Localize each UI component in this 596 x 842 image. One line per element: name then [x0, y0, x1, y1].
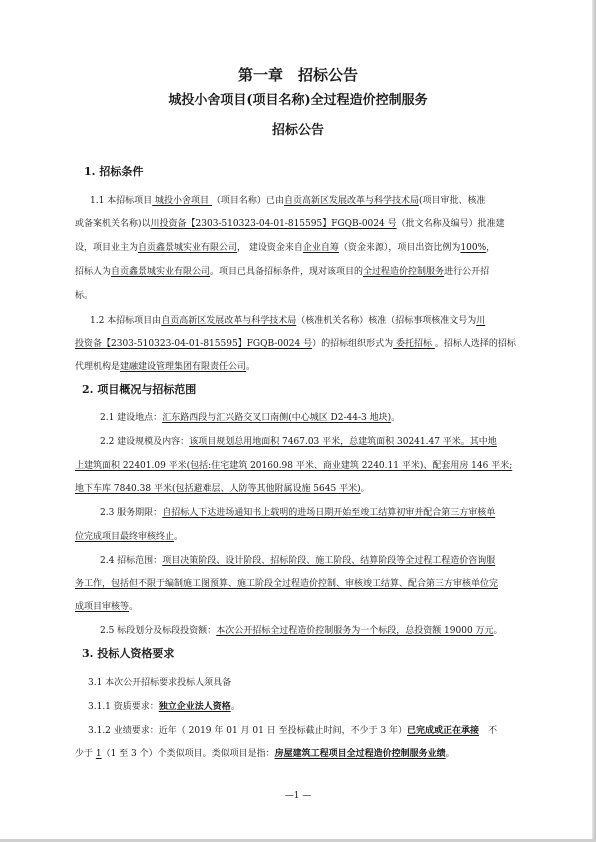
paragraph-3-1-1: 3.1.1 资质要求：独立企业法人资格。 [88, 702, 240, 712]
paragraph-1-1-line-4: 招标人为自贡鑫景城实业有限公司。项目已具备招标条件，现对该项目的全过程造价控制服务进行公开招 [75, 267, 490, 277]
paragraph-1-2-line-1: 1.2 本招标项目由自贡高新区发展改革与科学技术局（核准机关名称）核准（招标事项核准文号为川 [90, 316, 486, 326]
paragraph-3-1-2-line-2: 少于 1（1 至 3 个）个类似项目。类似项目是指：房屋建筑工程项目全过程造价控制服务业绩。 [75, 749, 455, 759]
paragraph-2-1: 2.1 建设地点：汇东路西段与汇兴路交叉口南侧(中心城区 D2-44-3 地块)。 [100, 413, 401, 423]
paragraph-1-2-line-2: 投资备【2303-510323-04-01-815595】FGQB-0024 号）的招标组织形式为 委托招标 。招标人选择的招标 [75, 339, 516, 349]
chapter-title: 第一章 招标公告 [237, 66, 358, 84]
paragraph-2-4-line-1: 2.4 招标范围：项目决策阶段、设计阶段、招标阶段、施工阶段、结算阶段等全过程工程造价咨询服 [100, 556, 496, 566]
paragraph-2-5: 2.5 标段划分及标段投资额：本次公开招标全过程造价控制服务为一个标段，总投资额 19000 万元。 [100, 626, 503, 636]
section-3-heading: 3. 投标人资格要求 [82, 647, 175, 660]
paragraph-2-2-line-1: 2.2 建设规模及内容：该项目规划总用地面积 7467.03 平米，总建筑面积 30241.47 平米。其中地 [100, 437, 497, 447]
paragraph-2-3-line-1: 2.3 服务期限：自招标人下达进场通知书上载明的进场日期开始至竣工结算初审并配合第三方审核单 [100, 508, 496, 518]
paragraph-1-2-line-3: 代理机构是建融建设管理集团有限责任公司。 [75, 362, 256, 372]
paragraph-1-1-line-5: 标。 [75, 291, 94, 301]
paragraph-2-3-line-2: 位完成项目最终审核终止。 [75, 532, 184, 542]
section-1-heading: 1. 招标条件 [84, 165, 144, 178]
page-number: —1 — [284, 791, 312, 801]
paragraph-2-4-line-2: 务工作，包括但不限于编制施工图预算、施工阶段全过程造价控制、审核竣工结算、配合第三方审核单位完 [75, 579, 499, 589]
project-title: 城投小舍项目(项目名称)全过程造价控制服务 [168, 93, 428, 108]
paragraph-3-1: 3.1 本次公开招标要求投标人须具备 [88, 678, 232, 688]
paragraph-3-1-2-line-1: 3.1.2 业绩要求：近年（ 2019 年 01 月 01 日 至投标截止时间，不少于 3 年）已完成或正在承接 不 [88, 726, 498, 736]
paragraph-2-2-line-3: 地下车库 7840.38 平米(包括避难层、人防等其他附属设施 5645 平米)。 [75, 484, 370, 494]
paragraph-2-4-line-3: 成项目审核等。 [75, 602, 139, 612]
notice-title: 招标公告 [271, 123, 324, 138]
section-2-heading: 2. 项目概况与招标范围 [82, 383, 197, 396]
paragraph-1-1-line-3: 设，项目业主为自贡鑫景城实业有限公司， 建设资金来自企业自筹（资金来源），项目出资比例为100%， [75, 243, 496, 253]
paragraph-1-1-line-1: 1.1 本招标项目 城投小舍项目 （项目名称）已由自贡高新区发展改革与科学技术局(项目审批、核准 [90, 196, 486, 206]
paragraph-1-1-line-2: 或备案机关名称)以川投资备【2303-510323-04-01-815595】FGQB-0024 号（批文名称及编号）批准建 [75, 219, 505, 229]
paragraph-2-2-line-2: 上建筑面积 22401.09 平米(包括:住宅建筑 20160.98 平米、商业建筑 2240.11 平米)、配套用房 146 平米; [75, 461, 513, 471]
